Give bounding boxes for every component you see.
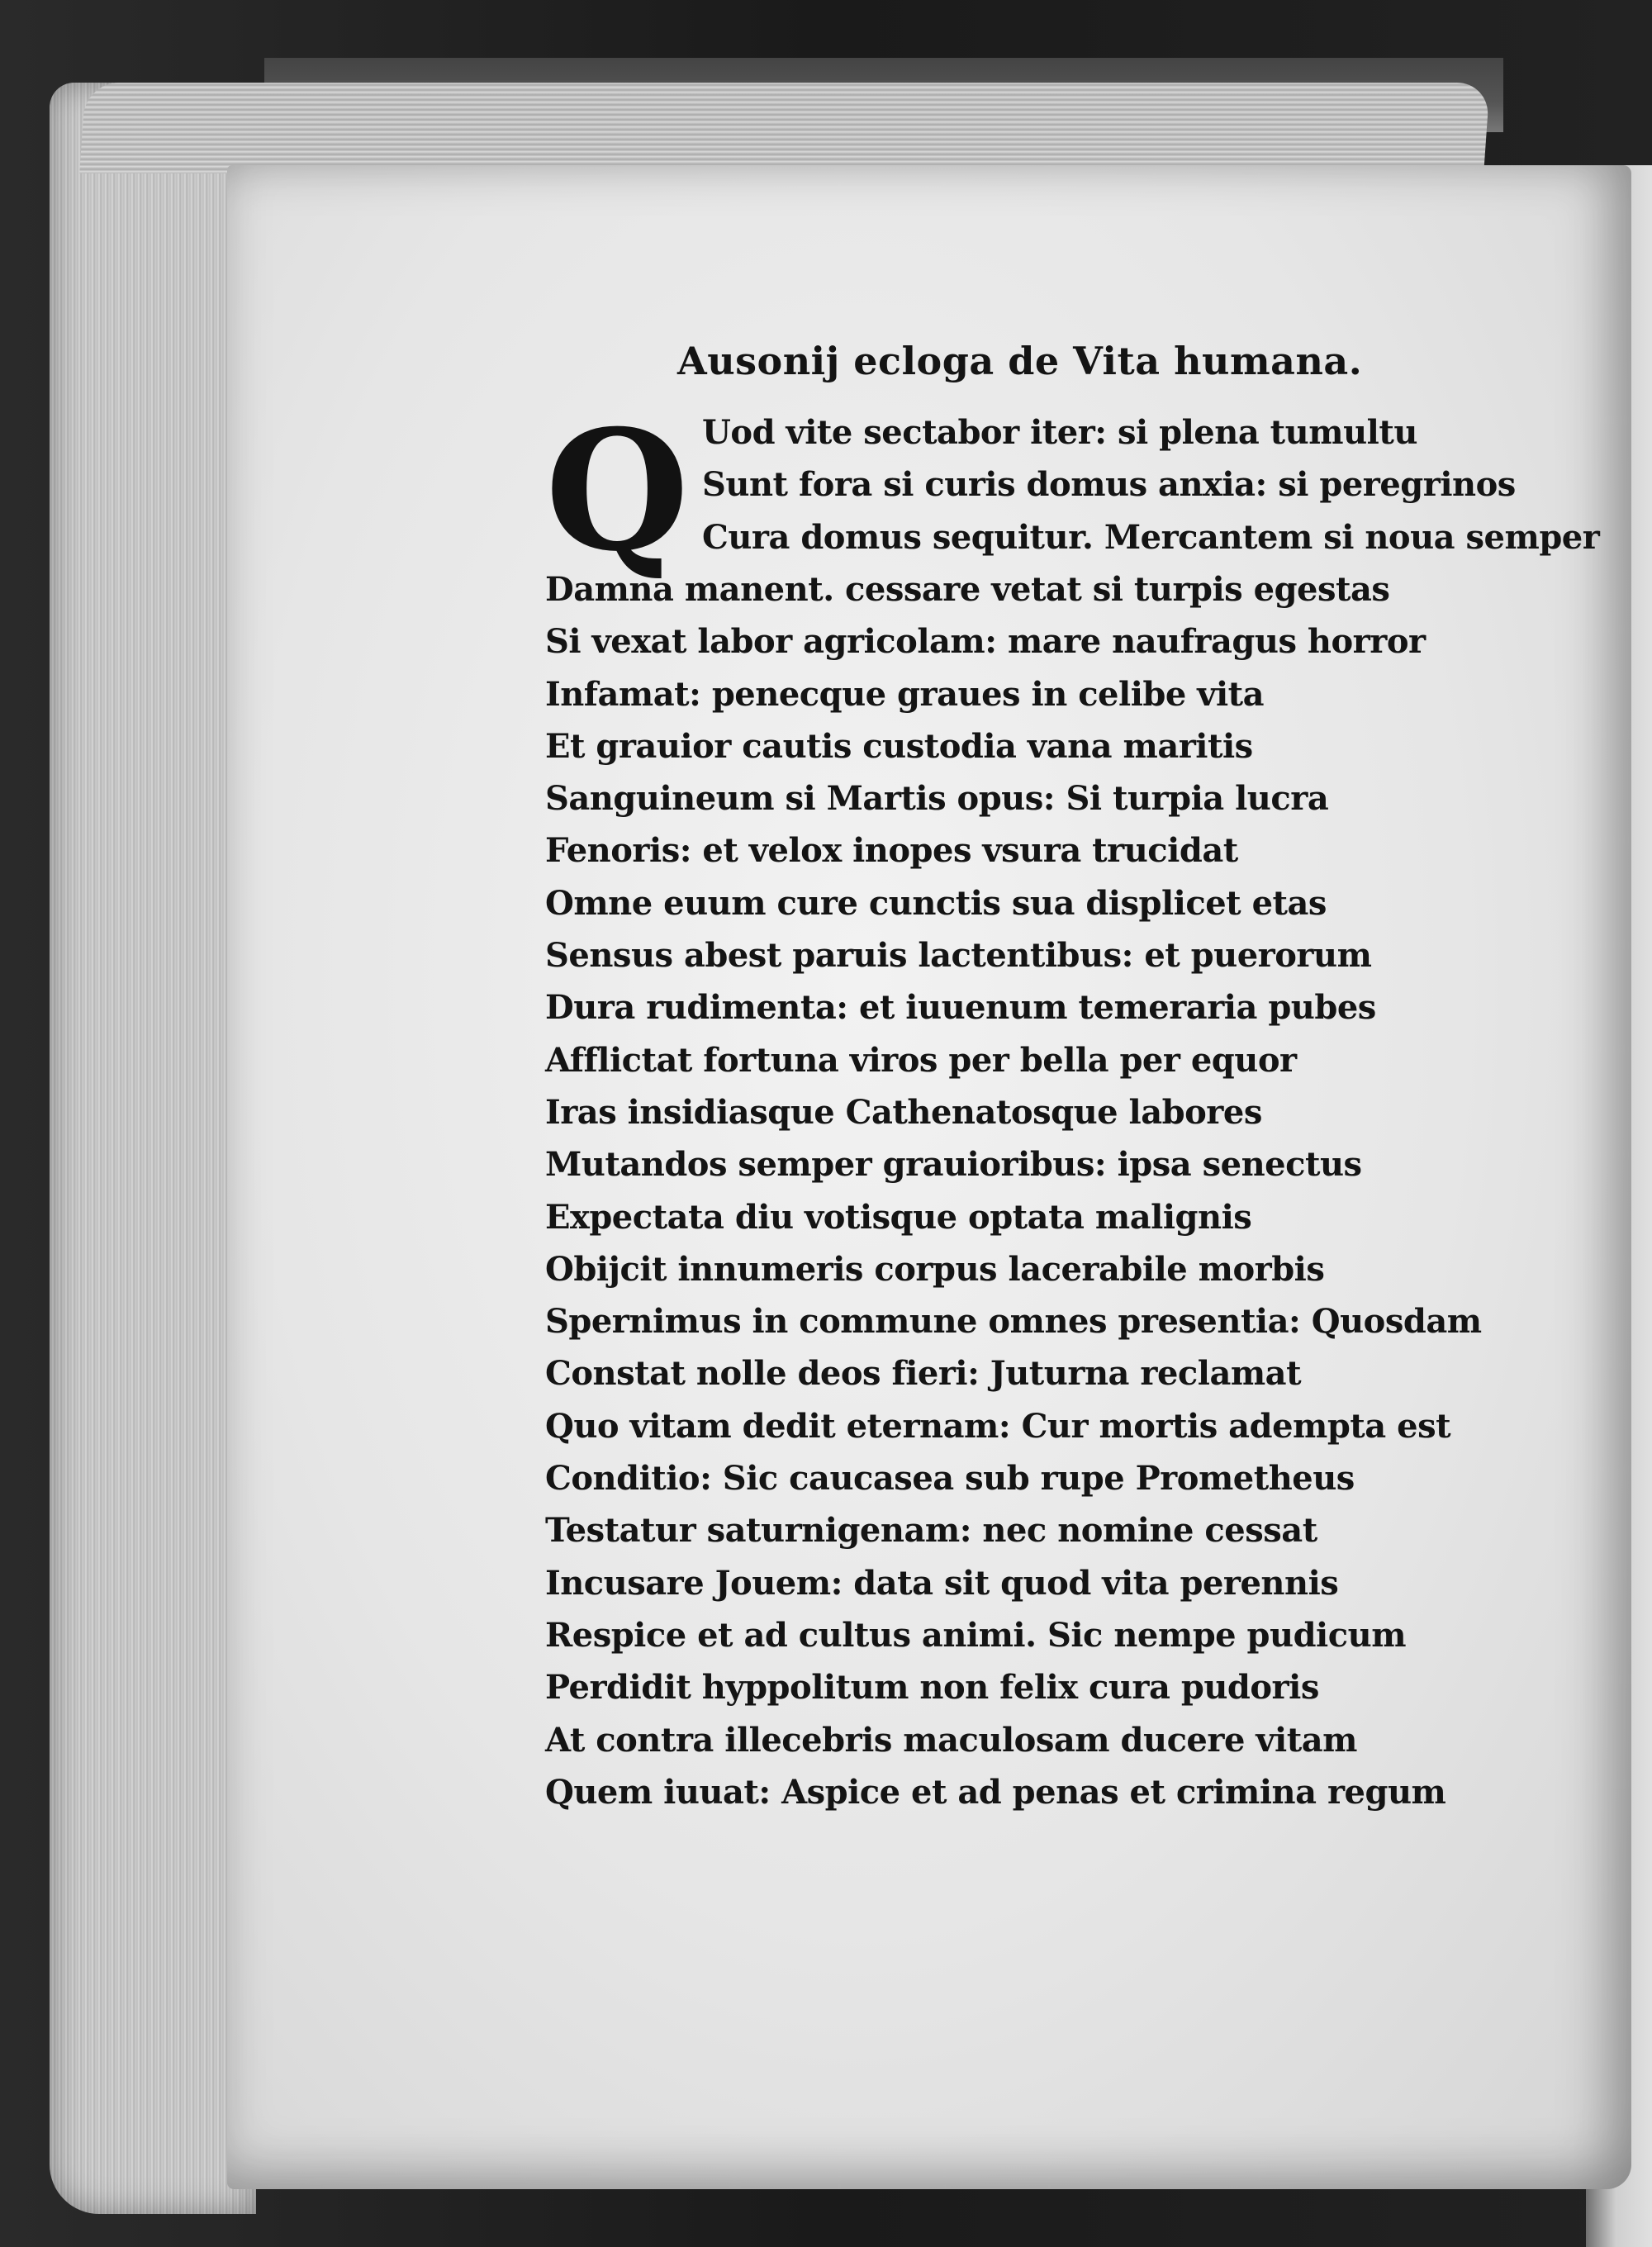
- verse-line: Dura rudimenta: et iuuenum temeraria pubes: [545, 988, 1376, 1028]
- verse-line: Cura domus sequitur. Mercantem si noua semper: [702, 517, 1600, 557]
- verse-line: Conditio: Sic caucasea sub rupe Prometheus: [545, 1459, 1355, 1498]
- verse-line: Omne euum cure cunctis sua displicet etas: [545, 883, 1327, 923]
- verse-line: Constat nolle deos fieri: Juturna reclamat: [545, 1354, 1302, 1394]
- verse-line: Et grauior cautis custodia vana maritis: [545, 726, 1253, 766]
- verse-line: Si vexat labor agricolam: mare naufragus horror: [545, 622, 1426, 662]
- verse-line: Perdidit hyppolitum non felix cura pudoris: [545, 1668, 1319, 1708]
- verse-line: Obijcit innumeris corpus lacerabile morbis: [545, 1249, 1325, 1289]
- verse-line: Testatur saturnigenam: nec nomine cessat: [545, 1511, 1317, 1551]
- page-heading: Ausonij ecloga de Vita humana.: [677, 339, 1363, 383]
- page-block-top: [79, 83, 1490, 173]
- verse-line: Incusare Jouem: data sit quod vita perennis: [545, 1563, 1339, 1603]
- verse-line: Expectata diu votisque optata malignis: [545, 1197, 1252, 1237]
- verse-line: Respice et ad cultus animi. Sic nempe pudicum: [545, 1615, 1407, 1655]
- verse-line: Iras insidiasque Cathenatosque labores: [545, 1092, 1262, 1132]
- verse-line: Infamat: penecque graues in celibe vita: [545, 674, 1265, 714]
- verse-line: Quo vitam dedit eternam: Cur mortis adempta est: [545, 1406, 1451, 1446]
- verse-line: Damna manent. cessare vetat si turpis egestas: [545, 569, 1390, 609]
- verse-line: Spernimus in commune omnes presentia: Quosdam: [545, 1302, 1482, 1342]
- verse-line: Afflictat fortuna viros per bella per equor: [545, 1040, 1297, 1080]
- verse-line: Mutandos semper grauioribus: ipsa senectus: [545, 1145, 1362, 1185]
- verse-line: Sunt fora si curis domus anxia: si peregrinos: [702, 465, 1516, 505]
- verse-line: Sensus abest paruis lactentibus: et puerorum: [545, 936, 1372, 975]
- verse-line: Fenoris: et velox inopes vsura trucidat: [545, 831, 1238, 871]
- drop-capital: Q: [545, 394, 690, 588]
- verse-line: Quem iuuat: Aspice et ad penas et crimina regum: [545, 1772, 1446, 1812]
- verse-line: Uod vite sectabor iter: si plena tumultu: [702, 413, 1417, 452]
- page-block-edge: [50, 83, 256, 2214]
- verse-line: At contra illecebris maculosam ducere vitam: [545, 1720, 1357, 1760]
- verse-line: Sanguineum si Martis opus: Si turpia lucra: [545, 779, 1329, 819]
